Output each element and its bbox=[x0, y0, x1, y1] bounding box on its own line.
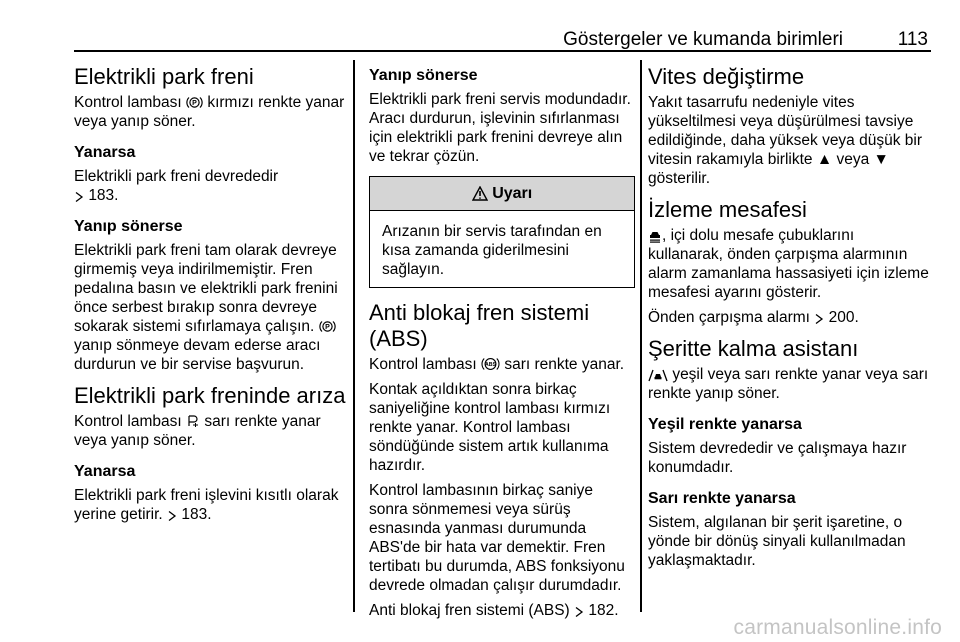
heading-lit: Yanarsa bbox=[74, 144, 136, 161]
epb-icon bbox=[186, 95, 203, 110]
page-ref-arrow-icon bbox=[814, 313, 824, 325]
heading-flashing: Yanıp sönerse bbox=[369, 67, 478, 84]
header-rule bbox=[74, 50, 931, 52]
warning-triangle-icon bbox=[472, 186, 488, 201]
heading-yellow: Sarı renkte yanarsa bbox=[648, 490, 796, 507]
column-divider bbox=[353, 60, 355, 612]
paragraph: Sistem devrededir ve çalışmaya hazır konumdadır. bbox=[648, 440, 907, 476]
heading-lane-keep-assist: Şeritte kalma asistanı bbox=[648, 336, 859, 361]
column-middle bbox=[369, 58, 635, 626]
paragraph: Kontrol lambası sarı renkte yanar veya yanıp söner. bbox=[74, 413, 321, 449]
paragraph: Elektrikli park freni devrededir 183. bbox=[74, 168, 279, 204]
epb-fault-icon bbox=[186, 414, 200, 429]
svg-text:P: P bbox=[324, 324, 330, 331]
following-distance-icon bbox=[648, 229, 662, 243]
paragraph: Sistem, algılanan bir şerit işaretine, o yönde bir dönüş sinyali kullanılmadan yaklaşmaktadır. bbox=[648, 514, 906, 569]
lane-keep-icon bbox=[648, 368, 668, 382]
page-ref-arrow-icon bbox=[574, 606, 584, 618]
heading-lit: Yanarsa bbox=[74, 463, 136, 480]
paragraph: Kontrol lambası ABS sarı renkte yanar. bbox=[369, 356, 625, 373]
abs-icon bbox=[481, 356, 500, 372]
heading-electric-park-brake: Elektrikli park freni bbox=[74, 64, 254, 89]
warning-header: Uyarı bbox=[370, 177, 634, 211]
paragraph: Elektrikli park freni işlevini kısıtlı olarak yerine getirir. 183. bbox=[74, 487, 339, 523]
svg-text:P: P bbox=[192, 100, 197, 107]
paragraph: Kontrol lambasının birkaç saniye sonra sönmemesi veya sürüş esnasında yanması durumunda ABS'de bir hata var demektir. Fren tertibatı bu durumda, ABS fonksiyonu devrede olmadan çalışır durumdadır. bbox=[369, 482, 625, 594]
paragraph: Kontrol lambası P kırmızı renkte yanar veya yanıp söner. bbox=[74, 94, 345, 130]
heading-park-brake-fault: Elektrikli park freninde arıza bbox=[74, 383, 346, 408]
warning-box bbox=[369, 176, 635, 288]
paragraph: yeşil veya sarı renkte yanar veya sarı renkte yanıp söner. bbox=[648, 366, 929, 402]
epb-icon bbox=[319, 319, 336, 334]
heading-gear-shift: Vites değiştirme bbox=[648, 64, 805, 89]
paragraph: Yakıt tasarrufu nedeniyle vites yükseltilmesi veya düşürülmesi tavsiye edildiğinde, daha yüksek veya düşük bir vitesin rakamıyla birlikte ▲ veya ▼ gösterilir. bbox=[648, 94, 923, 187]
paragraph: Elektrikli park freni servis modundadır. Aracı durdurun, işlevinin sıfırlanması için elektrikli park frenini devreye alın ve tekrar çözün. bbox=[369, 91, 631, 165]
heading-flashing: Yanıp sönerse bbox=[74, 218, 183, 235]
paragraph: , içi dolu mesafe çubuklarını kullanarak, önden çarpışma alarmının alarm zamanlama hassasiyeti için izleme mesafesi ayarını gösterir. bbox=[648, 227, 929, 301]
page-ref-arrow-icon bbox=[167, 510, 177, 522]
svg-text:ABS: ABS bbox=[485, 362, 496, 368]
watermark: carmanualsonline.info bbox=[733, 616, 942, 639]
paragraph: Kontak açıldıktan sonra birkaç saniyeliğine kontrol lambası kırmızı renkte yanar. Kontrol lambası söndüğünde sistem artık kullanıma hazırdır. bbox=[369, 381, 611, 474]
heading-abs: Anti blokaj fren sistemi (ABS) bbox=[369, 300, 590, 351]
header-title: Göstergeler ve kumanda birimleri bbox=[563, 29, 843, 50]
paragraph: Elektrikli park freni tam olarak devreye girmemiş veya indirilmemiştir. Fren pedalına basın ve elektrikli park frenini önce serbest bırakıp sonra devreye sokarak sistemi sıfırlamaya çalışın. P yanıp sönmeye devam ederse aracı durdurun ve bir servise başvurun. bbox=[74, 242, 338, 373]
heading-following-distance: İzleme mesafesi bbox=[648, 197, 807, 222]
warning-text: Arızanın bir servis tarafından en kısa zamanda giderilmesini sağlayın. bbox=[382, 223, 602, 278]
column-right bbox=[648, 58, 930, 576]
paragraph: Önden çarpışma alarmı 200. bbox=[648, 309, 859, 326]
column-divider bbox=[640, 60, 642, 612]
column-left bbox=[74, 58, 346, 530]
page-number: 113 bbox=[897, 29, 928, 50]
paragraph: Anti blokaj fren sistemi (ABS) 182. bbox=[369, 602, 619, 619]
page-ref-arrow-icon bbox=[74, 191, 84, 203]
heading-green: Yeşil renkte yanarsa bbox=[648, 416, 802, 433]
